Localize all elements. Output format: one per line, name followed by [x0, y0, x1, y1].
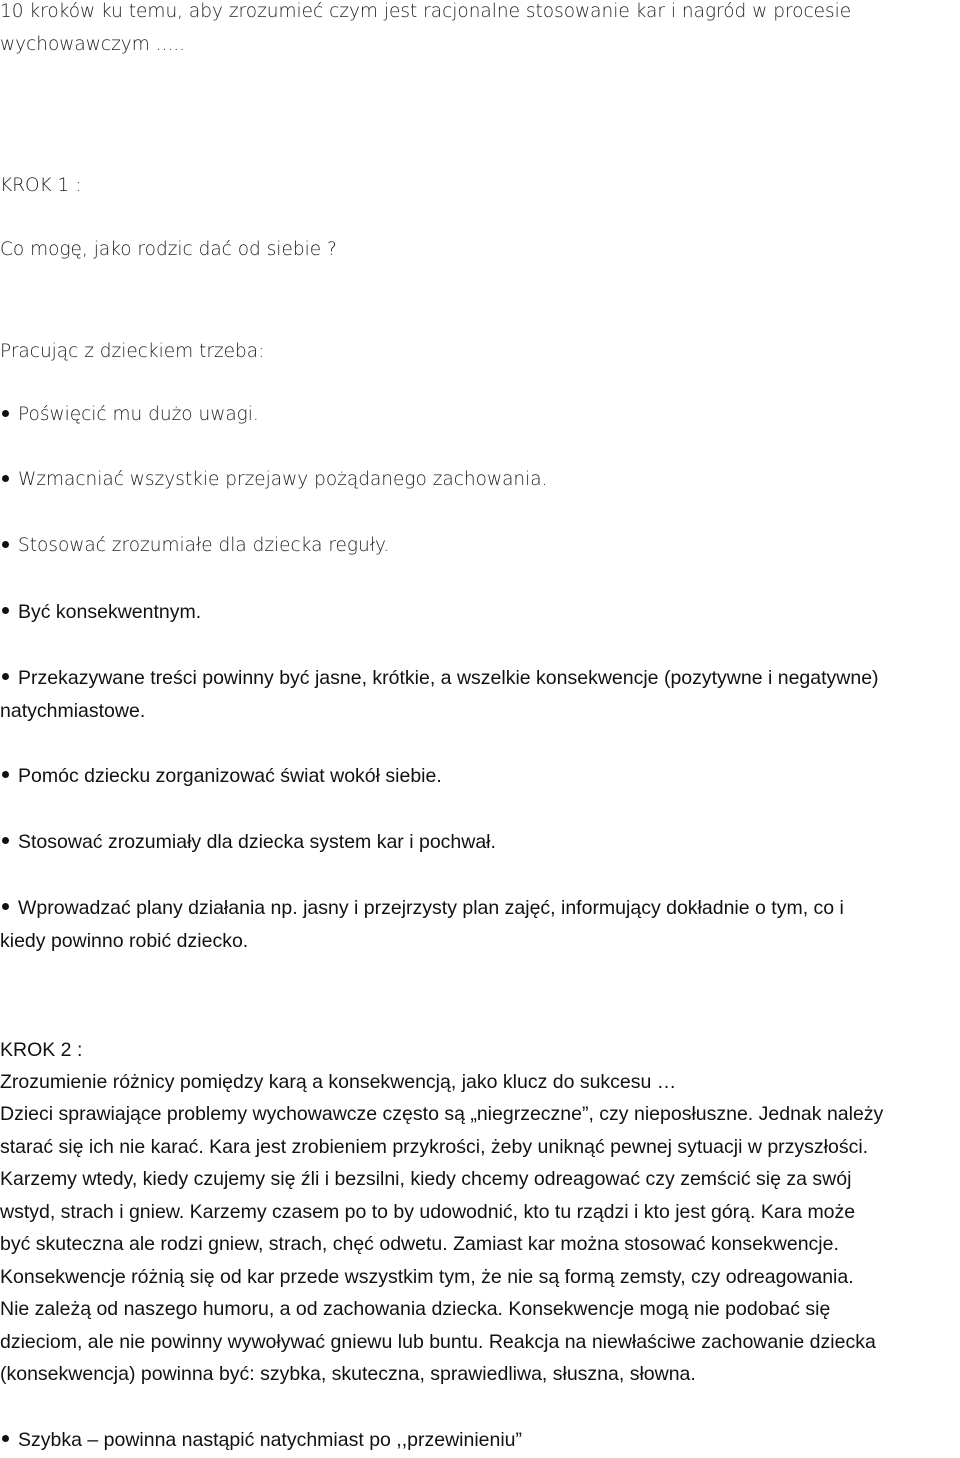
krok1-bullet-continuation: natychmiastowe. [0, 700, 146, 722]
krok1-intro: Pracując z dzieckiem trzeba: [0, 341, 265, 362]
krok2-paragraph-line: starać się ich nie karać. Kara jest zrobieniem przykrości, żeby uniknąć pewnej sytuacji w przyszłości. [0, 1136, 869, 1158]
krok1-bullet-item [0, 665, 879, 691]
krok2-paragraph-line: Konsekwencje różnią się od kar przede wszystkim tym, że nie są formą zemsty, czy odreagowania. [0, 1266, 854, 1288]
bullet-icon [2, 607, 9, 614]
krok1-bullet-item [0, 829, 496, 855]
krok2-paragraph-line: (konsekwencja) powinna być: szybka, skuteczna, sprawiedliwa, słuszna, słowna. [0, 1363, 696, 1385]
bullet-icon [2, 475, 9, 482]
bullet-icon [2, 541, 9, 548]
bullet-text: Być konsekwentnym. [18, 601, 202, 623]
krok1-bullet-item [0, 763, 442, 789]
krok2-paragraph-line: Zrozumienie różnicy pomiędzy karą a konsekwencją, jako klucz do sukcesu … [0, 1071, 677, 1093]
krok1-bullet-item [0, 533, 389, 559]
krok2-paragraph-line: Nie zależą od naszego humoru, a od zachowania dziecka. Konsekwencje mogą nie podobać się [0, 1298, 831, 1320]
bullet-icon [2, 673, 9, 680]
document-title-line-1: 10 kroków ku temu, aby zrozumieć czym jest racjonalne stosowanie kar i nagród w procesie [0, 1, 852, 22]
krok2-bullet-item [0, 1427, 522, 1453]
bullet-text: Wprowadzać plany działania np. jasny i przejrzysty plan zajęć, informujący dokładnie o tym, co i [18, 897, 844, 919]
krok2-paragraph-line: być skuteczna ale rodzi gniew, strach, chęć odwetu. Zamiast kar można stosować konsekwencje. [0, 1233, 839, 1255]
bullet-icon [2, 903, 9, 910]
krok2-heading: KROK 2 : [0, 1039, 83, 1061]
document-title-line-2: wychowawczym ..... [0, 34, 186, 55]
bullet-text: Wzmacniać wszystkie przejawy pożądanego zachowania. [18, 469, 548, 490]
bullet-text: Szybka – powinna nastąpić natychmiast po ,,przewinieniu” [18, 1429, 523, 1451]
bullet-icon [2, 410, 9, 417]
bullet-text: Stosować zrozumiały dla dziecka system kar i pochwał. [18, 831, 496, 853]
krok1-bullet-item [0, 402, 259, 428]
krok1-heading: KROK 1 : [0, 175, 82, 196]
bullet-text: Stosować zrozumiałe dla dziecka reguły. [18, 535, 390, 556]
krok1-bullet-item [0, 895, 844, 921]
bullet-text: Przekazywane treści powinny być jasne, krótkie, a wszelkie konsekwencje (pozytywne i negatywne) [18, 667, 879, 689]
krok1-question: Co mogę, jako rodzic dać od siebie ? [0, 239, 337, 260]
bullet-icon [2, 1435, 9, 1442]
krok1-bullet-item [0, 467, 548, 493]
krok2-paragraph-line: Dzieci sprawiające problemy wychowawcze często są „niegrzeczne”, czy nieposłuszne. Jednak należy [0, 1103, 884, 1125]
krok1-bullet-item [0, 599, 201, 625]
bullet-icon [2, 771, 9, 778]
krok2-paragraph-line: dzieciom, ale nie powinny wywoływać gniewu lub buntu. Reakcja na niewłaściwe zachowanie dziecka [0, 1331, 876, 1353]
bullet-text: Poświęcić mu dużo uwagi. [18, 404, 259, 425]
bullet-text: Pomóc dziecku zorganizować świat wokół siebie. [18, 765, 442, 787]
krok2-paragraph-line: wstyd, strach i gniew. Karzemy czasem po to by udowodnić, kto tu rządzi i kto jest górą. Kara może [0, 1201, 856, 1223]
krok1-bullet-continuation: kiedy powinno robić dziecko. [0, 930, 249, 952]
bullet-icon [2, 837, 9, 844]
krok2-paragraph-line: Karzemy wtedy, kiedy czujemy się źli i bezsilni, kiedy chcemy odreagować czy zemścić się za swój [0, 1168, 852, 1190]
